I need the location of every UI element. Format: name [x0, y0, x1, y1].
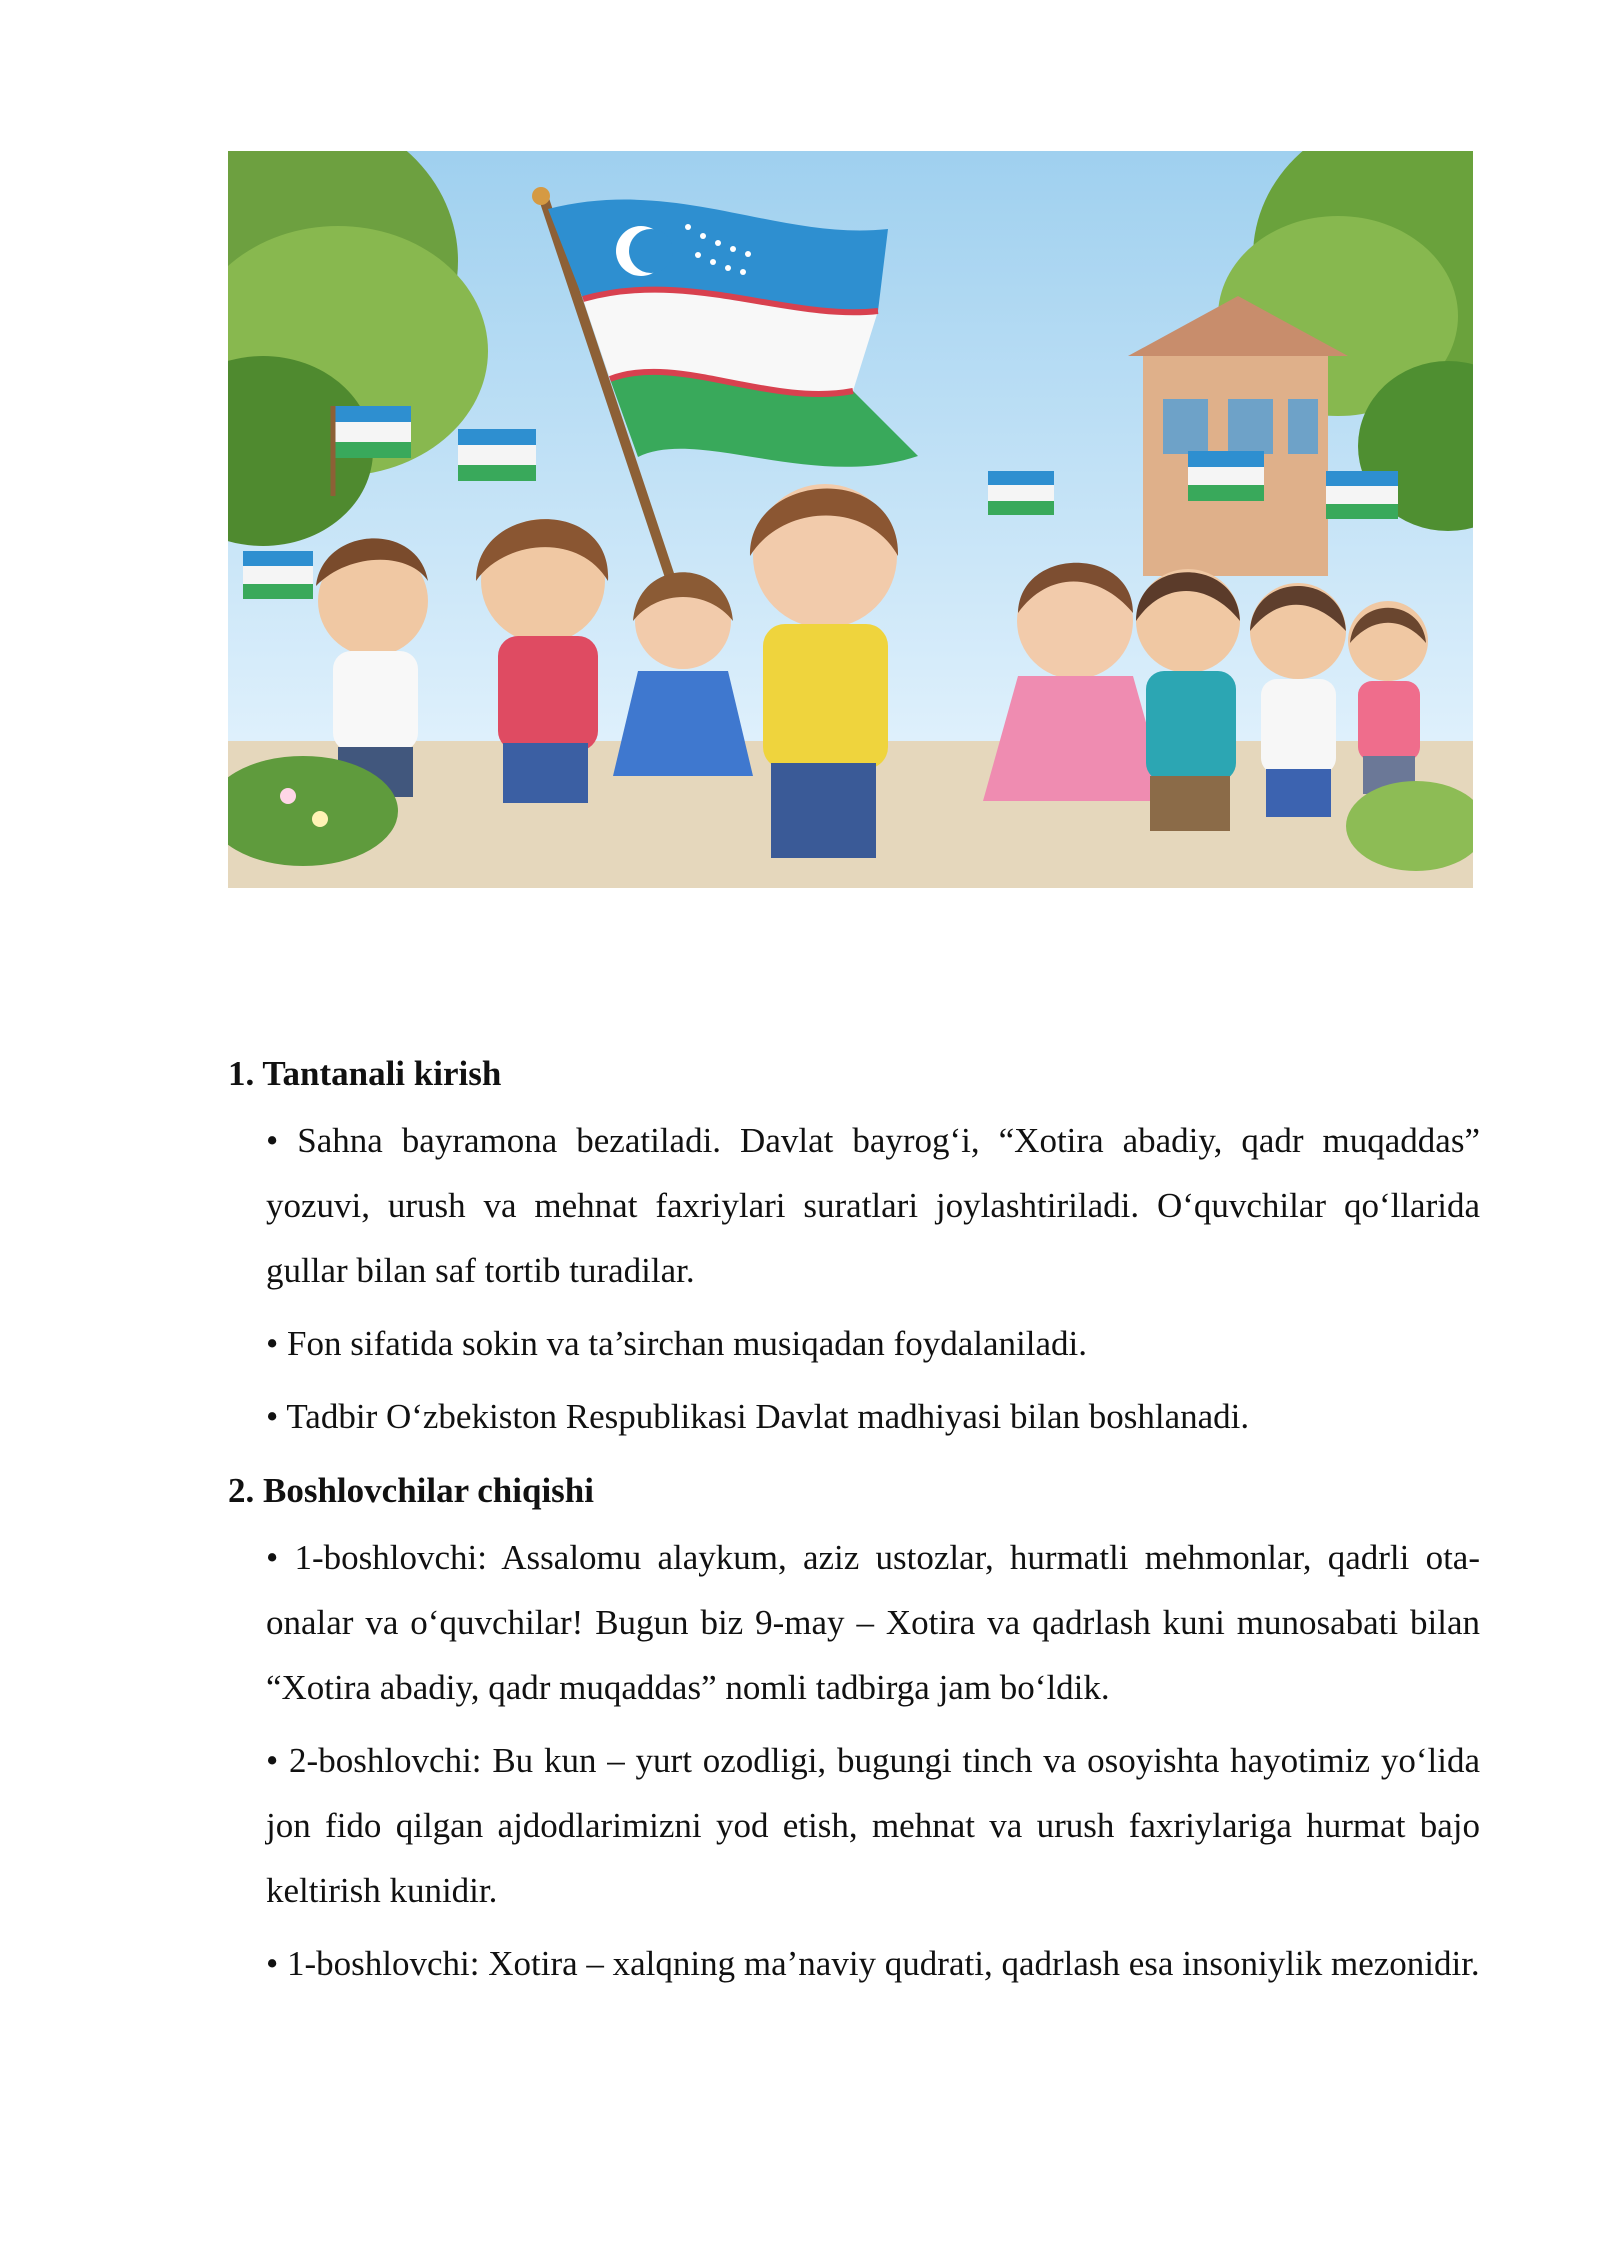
section-title-tantanali-kirish: 1. Tantanali kirish [228, 1054, 502, 1093]
section-title-boshlovchilar-chiqishi: 2. Boshlovchilar chiqishi [228, 1471, 594, 1510]
hero-illustration [228, 151, 1473, 888]
paragraph-national-anthem: • Tadbir O‘zbekiston Respublikasi Davlat madhiyasi bilan boshlanadi. [266, 1397, 1250, 1436]
paragraph-host-two-speech: • 2-boshlovchi: Bu kun – yurt ozodligi, bugungi tinch va osoyishta hayotimiz yo‘lida jon fido qilgan ajdodlarimizni yod etish, mehnat va urush faxriylariga hurmat bajo keltirish kunidir. [266, 1741, 1480, 1910]
document-body [228, 1040, 1480, 1996]
paragraph-background-music: • Fon sifatida sokin va ta’sirchan musiqadan foydalaniladi. [266, 1324, 1087, 1363]
children-with-flags-illustration [228, 151, 1473, 888]
paragraph-host-one-greeting: • 1-boshlovchi: Assalomu alaykum, aziz ustozlar, hurmatli mehmonlar, qadrli ota-onalar va o‘quvchilar! Bugun biz 9-may – Xotira va qadrlash kuni munosabati bilan “Xotira abadiy, qadr muqaddas” nomli tadbirga jam bo‘ldik. [266, 1538, 1480, 1707]
paragraph-host-one-memory: • 1-boshlovchi: Xotira – xalqning ma’naviy qudrati, qadrlash esa insoniylik mezonidir. [266, 1944, 1480, 1983]
paragraph-stage-decoration: • Sahna bayramona bezatiladi. Davlat bayrog‘i, “Xotira abadiy, qadr muqaddas” yozuvi, urush va mehnat faxriylari suratlari joylashtiriladi. O‘quvchilar qo‘llarida gullar bilan saf tortib turadilar. [266, 1121, 1480, 1290]
